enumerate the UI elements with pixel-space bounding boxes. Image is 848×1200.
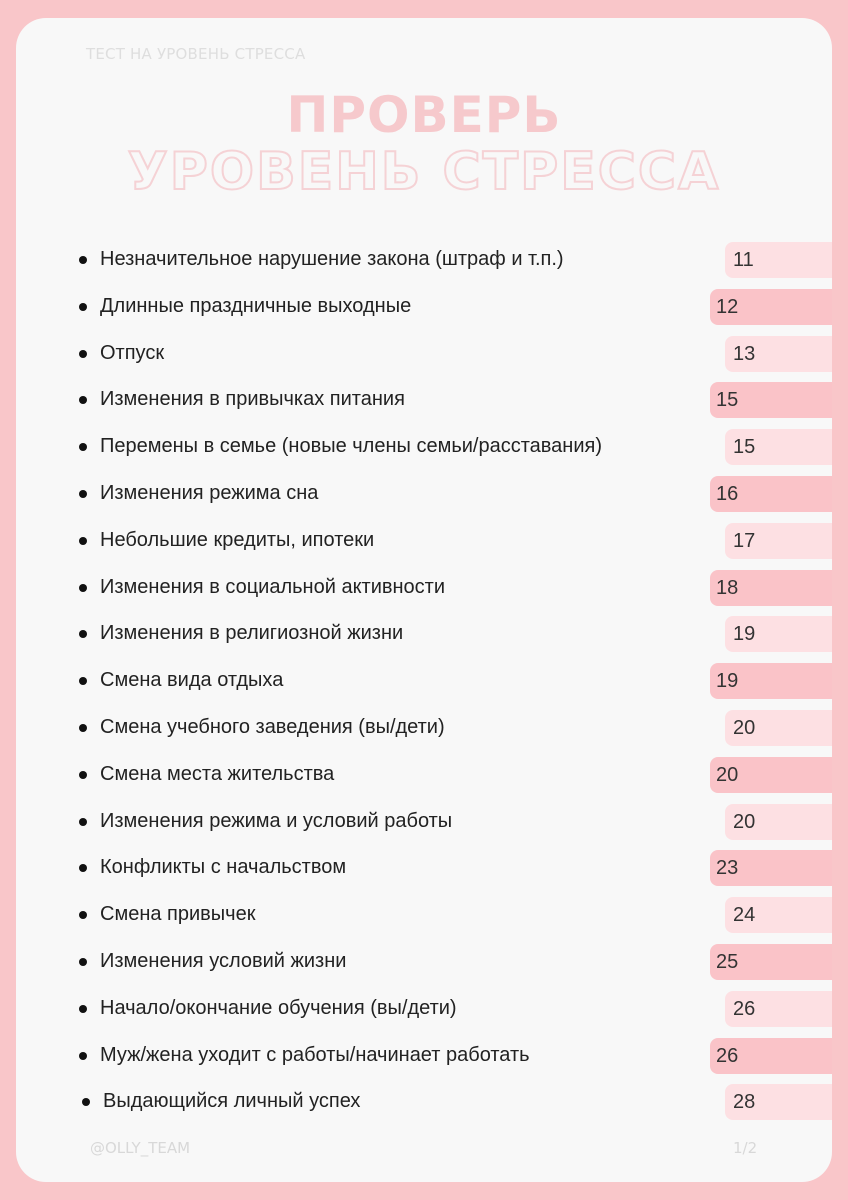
bullet-icon (79, 256, 87, 264)
page-number: 1/2 (733, 1139, 758, 1157)
bullet-icon (79, 958, 87, 966)
list-item-text: Выдающийся личный успех (103, 1090, 361, 1113)
list-item-text: Начало/окончание обучения (вы/дети) (100, 996, 457, 1019)
list-item (0, 474, 848, 514)
list-item (0, 708, 848, 748)
score-badge: 19 (725, 616, 832, 652)
bullet-icon (79, 490, 87, 498)
list-item-text: Смена вида отдыха (100, 669, 284, 692)
score-badge: 13 (725, 336, 832, 372)
list-item (0, 521, 848, 561)
bullet-icon (79, 864, 87, 872)
list-item-text: Небольшие кредиты, ипотеки (100, 528, 375, 551)
list-item-text: Изменения режима сна (100, 482, 319, 504)
list-item-text: Отпуск (100, 341, 165, 364)
list-item-text: Изменения режима и условий работы (100, 809, 453, 832)
list-item (0, 427, 848, 467)
score-badge: 17 (725, 523, 832, 559)
list-item (0, 1036, 848, 1076)
list-item (0, 380, 848, 420)
bullet-icon (79, 443, 87, 451)
score-badge: 11 (725, 242, 832, 278)
list-item (0, 334, 848, 374)
list-item (0, 240, 848, 280)
top-label: ТЕСТ НА УРОВЕНЬ СТРЕССА (86, 45, 306, 63)
list-item (0, 802, 848, 842)
list-item (0, 1082, 848, 1122)
score-badge: 15 (725, 429, 832, 465)
score-badge: 16 (710, 476, 832, 512)
list-item-text: Изменения условий жизни (100, 950, 347, 972)
bullet-icon (79, 1052, 87, 1060)
list-item-text: Конфликты с начальством (100, 856, 347, 879)
list-item-text: Изменения в привычках питания (100, 388, 405, 411)
bullet-icon (79, 771, 87, 779)
bullet-icon (79, 537, 87, 545)
bullet-icon (79, 303, 87, 311)
list-item (0, 661, 848, 701)
list-item (0, 895, 848, 935)
bullet-icon (79, 350, 87, 358)
list-item-text: Изменения в социальной активности (100, 575, 446, 598)
bullet-icon (79, 911, 87, 919)
bullet-icon (79, 677, 87, 685)
bullet-icon (79, 1005, 87, 1013)
list-item-text: Муж/жена уходит с работы/начинает работать (100, 1043, 530, 1066)
list-item-text: Смена места жительства (100, 762, 335, 785)
score-badge: 25 (710, 944, 832, 980)
bullet-icon (79, 818, 87, 826)
score-badge: 18 (710, 570, 832, 606)
list-item (0, 568, 848, 608)
list-item-text: Длинные праздничные выходные (100, 294, 412, 317)
list-item (0, 848, 848, 888)
bullet-icon (79, 584, 87, 592)
score-badge: 26 (710, 1038, 832, 1074)
list-item (0, 755, 848, 795)
list-item-text: Изменения в религиозной жизни (100, 622, 404, 645)
score-badge: 24 (725, 897, 832, 933)
score-badge: 12 (710, 289, 832, 325)
list-item-text: Смена привычек (100, 903, 256, 926)
list-item-text: Смена учебного заведения (вы/дети) (100, 716, 445, 738)
score-badge: 20 (725, 804, 832, 840)
list-item (0, 614, 848, 654)
score-badge: 15 (710, 382, 832, 418)
list-item (0, 287, 848, 327)
score-badge: 28 (725, 1084, 832, 1120)
bullet-icon (82, 1098, 90, 1106)
list-item (0, 942, 848, 982)
footer-handle: @OLLY_TEAM (90, 1139, 191, 1157)
title-line-1: ПРОВЕРЬ (286, 86, 562, 144)
bullet-icon (79, 724, 87, 732)
score-badge: 20 (710, 757, 832, 793)
score-badge: 23 (710, 850, 832, 886)
score-badge: 19 (710, 663, 832, 699)
list-item-text: Перемены в семье (новые члены семьи/расставания) (100, 435, 603, 458)
list-item-text: Незначительное нарушение закона (штраф и т.п.) (100, 248, 564, 270)
score-badge: 20 (725, 710, 832, 746)
score-badge: 26 (725, 991, 832, 1027)
bullet-icon (79, 396, 87, 404)
title-line-2: УРОВЕНЬ СТРЕССА (127, 142, 721, 202)
bullet-icon (79, 630, 87, 638)
list-item (0, 989, 848, 1029)
